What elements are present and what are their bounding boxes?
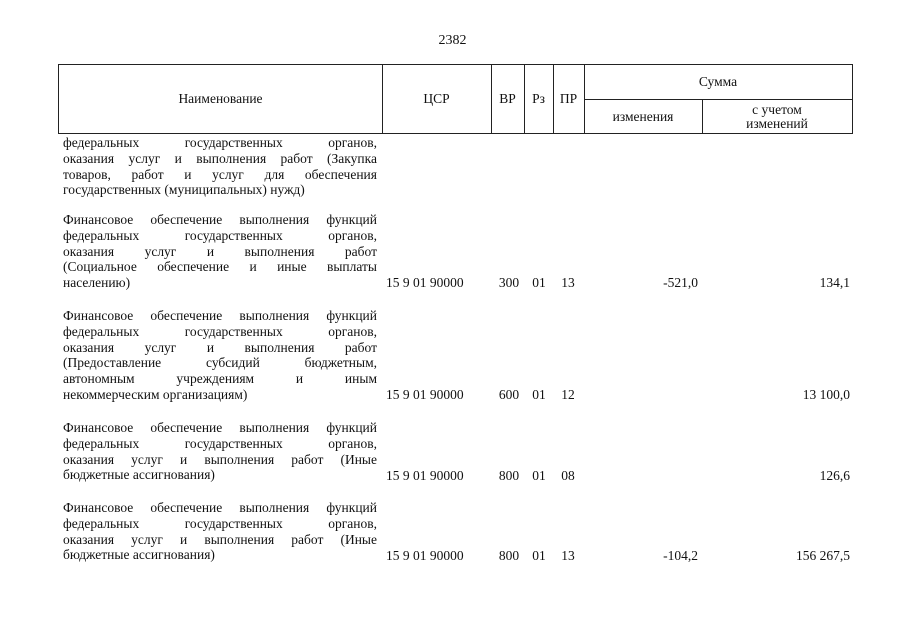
name-line: оказания услуг и выполнения работ (Иные bbox=[63, 451, 377, 467]
header-rz: Рз bbox=[532, 91, 545, 106]
cell-csr: 15 9 01 90000 bbox=[386, 468, 464, 483]
header-pr: ПР bbox=[559, 91, 578, 106]
cell-vr: 300 bbox=[498, 275, 520, 290]
header-vr: ВР bbox=[499, 91, 516, 106]
name-line: оказания услуг и выполнения работ (Закупка bbox=[63, 150, 377, 166]
cell-vr: 600 bbox=[498, 387, 520, 402]
cell-rz: 01 bbox=[532, 275, 546, 290]
cell-pr: 13 bbox=[561, 548, 575, 563]
cell-pr: 12 bbox=[561, 387, 575, 402]
cell-csr: 15 9 01 90000 bbox=[386, 548, 464, 563]
header-with-changes bbox=[702, 100, 852, 133]
cell-change: -104,2 bbox=[663, 548, 698, 563]
name-line: оказания услуг и выполнения работ bbox=[63, 339, 377, 355]
header-name: Наименование bbox=[178, 91, 263, 106]
row-name bbox=[63, 420, 377, 483]
name-line: федеральных государственных органов, bbox=[63, 323, 377, 339]
cell-total: 13 100,0 bbox=[802, 387, 850, 402]
cell-pr: 08 bbox=[561, 468, 575, 483]
cell-vr: 800 bbox=[498, 548, 520, 563]
name-line: Финансовое обеспечение выполнения функций bbox=[63, 212, 377, 227]
cell-pr: 13 bbox=[561, 275, 575, 290]
name-line: Финансовое обеспечение выполнения функций bbox=[63, 420, 377, 435]
name-line: бюджетные ассигнования) bbox=[63, 547, 215, 563]
name-line: государственных (муниципальных) нужд) bbox=[63, 182, 305, 198]
cell-rz: 01 bbox=[532, 387, 546, 402]
name-line: (Предоставление субсидий бюджетным, bbox=[63, 355, 377, 371]
cell-rz: 01 bbox=[532, 548, 546, 563]
name-line: автономным учреждениям и иным bbox=[63, 371, 377, 387]
name-line: оказания услуг и выполнения работ (Иные bbox=[63, 531, 377, 547]
name-line: некоммерческим организациям) bbox=[63, 386, 248, 402]
name-line: федеральных государственных органов, bbox=[63, 435, 377, 451]
row-name bbox=[63, 135, 377, 198]
cell-vr: 800 bbox=[498, 468, 520, 483]
name-line: федеральных государственных органов, bbox=[63, 135, 377, 150]
name-line: федеральных государственных органов, bbox=[63, 227, 377, 243]
row-name bbox=[63, 500, 377, 563]
header-changes: изменения bbox=[612, 108, 674, 124]
name-line: бюджетные ассигнования) bbox=[63, 467, 215, 483]
cell-total: 126,6 bbox=[819, 468, 850, 483]
cell-total: 156 267,5 bbox=[796, 548, 850, 563]
row-name bbox=[63, 212, 377, 291]
header-csr: ЦСР bbox=[423, 91, 450, 106]
cell-total: 134,1 bbox=[819, 275, 850, 290]
header-with-changes-line1: с учетом bbox=[752, 101, 802, 117]
table-header bbox=[58, 64, 853, 134]
name-line: федеральных государственных органов, bbox=[63, 515, 377, 531]
cell-change: -521,0 bbox=[663, 275, 698, 290]
cell-csr: 15 9 01 90000 bbox=[386, 387, 464, 402]
name-line: Финансовое обеспечение выполнения функций bbox=[63, 500, 377, 515]
name-line: оказания услуг и выполнения работ bbox=[63, 243, 377, 259]
cell-rz: 01 bbox=[532, 468, 546, 483]
name-line: населению) bbox=[63, 275, 131, 291]
header-with-changes-line2: изменений bbox=[746, 115, 808, 131]
name-line: (Социальное обеспечение и иные выплаты bbox=[63, 259, 377, 275]
name-line: товаров, работ и услуг для обеспечения bbox=[63, 166, 377, 182]
row-name bbox=[63, 308, 377, 403]
page-number: 2382 bbox=[438, 33, 467, 48]
cell-csr: 15 9 01 90000 bbox=[386, 275, 464, 290]
header-sum: Сумма bbox=[698, 74, 738, 89]
name-line: Финансовое обеспечение выполнения функций bbox=[63, 308, 377, 323]
